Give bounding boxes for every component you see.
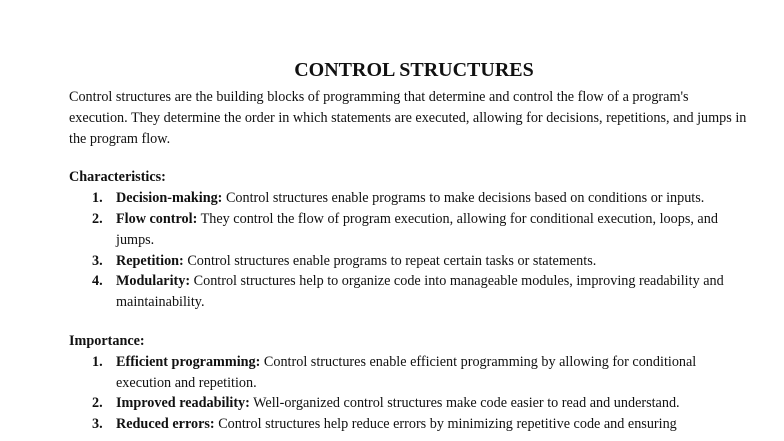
list-item: 2. Flow control: They control the flow of program execution, allowing for conditional execution, loops, and jumps. [92,210,718,248]
item-text: Control structures enable efficient programming by allowing for conditional execution and repetition. [116,353,697,391]
importance-heading: Importance: [69,332,145,349]
characteristics-heading: Characteristics: [69,169,166,186]
item-text: They control the flow of program execution, allowing for conditional execution, loops, and jumps. [116,210,718,248]
item-term: Repetition: [116,252,184,269]
importance-list [69,352,749,435]
item-term: Modularity: [116,273,191,290]
list-item: 1. Decision-making: Control structures enable programs to make decisions based on conditions or inputs. [92,190,705,207]
characteristics-list [69,188,749,313]
list-item: 1. Efficient programming: Control structures enable efficient programming by allowing for conditional execution and repetition. [92,353,697,391]
list-item: 4. Modularity: Control structures help to organize code into manageable modules, improving readability and maintainability. [92,273,724,311]
item-term: Efficient programming: [116,353,261,370]
document-page [69,57,749,435]
item-term: Flow control: [116,210,198,227]
item-text: Control structures help to organize code into manageable modules, improving readability and maintainability. [116,273,724,311]
document-title: CONTROL STRUCTURES [294,59,534,81]
item-text: Control structures enable programs to repeat certain tasks or statements. [183,252,597,269]
list-item: 3. Reduced errors: Control structures help reduce errors by minimizing repetitive code and ensuring [92,416,677,433]
item-term: Decision-making: [116,190,223,207]
item-text: Control structures enable programs to make decisions based on conditions or inputs. [222,190,705,207]
list-item: 2. Improved readability: Well-organized control structures make code easier to read and understand. [92,395,680,412]
list-item: 3. Repetition: Control structures enable programs to repeat certain tasks or statements. [92,252,597,269]
intro-paragraph: Control structures are the building blocks of programming that determine and control the flow of a program's execution. They determine the order in which statements are executed, allowing for decisions, repetitions, and jumps in the program flow. [69,89,747,147]
item-term: Improved readability: [116,395,250,412]
item-text: Well-organized control structures make code easier to read and understand. [249,395,680,412]
item-term: Reduced errors: [116,416,215,433]
item-text: Control structures help reduce errors by minimizing repetitive code and ensuring [214,416,677,433]
